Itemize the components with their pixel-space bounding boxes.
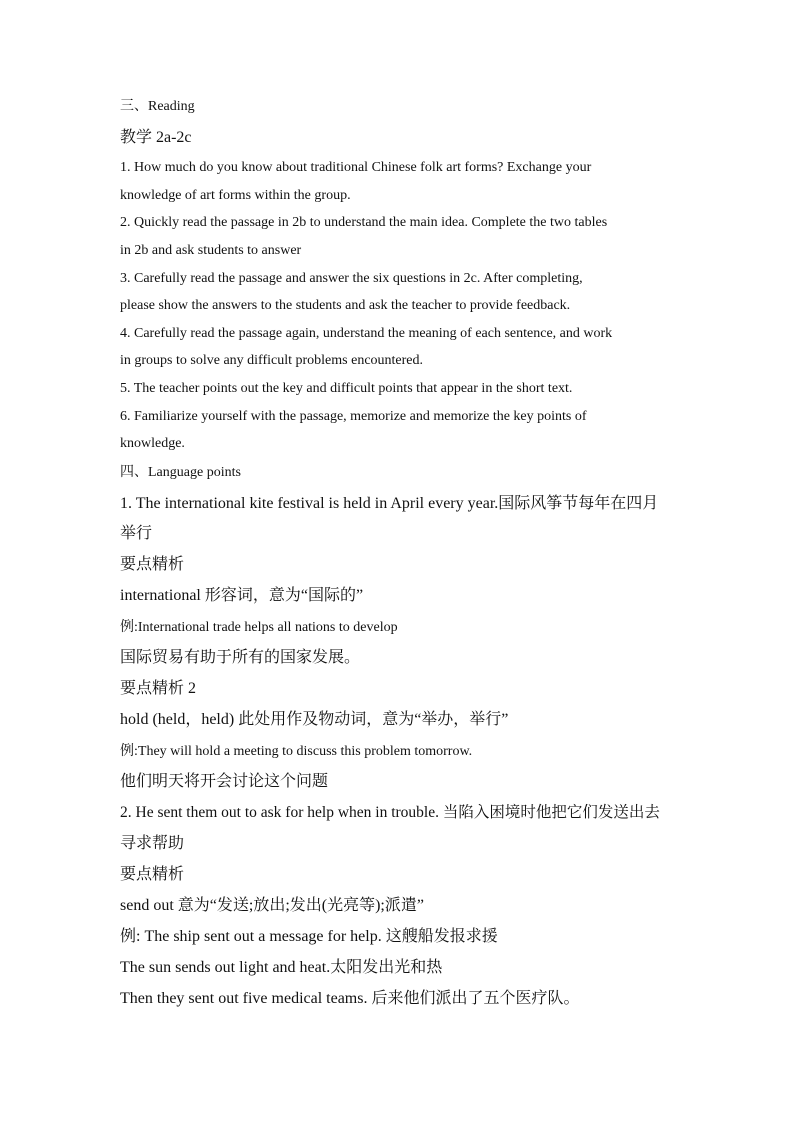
- key-points-label-3: 要点精析: [120, 866, 185, 883]
- step-3-line-1: 3. Carefully read the passage and answer the six questions in 2c. After completing,: [120, 271, 583, 286]
- send-out-example-3: Then they sent out five medical teams. 后来他们派出了五个医疗队。: [120, 990, 580, 1007]
- international-definition: international 形容词，意为“国际的”: [120, 587, 364, 604]
- teaching-label: 教学 2a-2c: [120, 129, 192, 146]
- step-5-line-1: 5. The teacher points out the key and difficult points that appear in the short text.: [120, 381, 573, 396]
- send-out-definition: send out 意为“发送;放出;发出(光亮等);派遣”: [120, 897, 424, 914]
- point-2-sentence-cont: 寻求帮助: [120, 835, 185, 852]
- hold-example-translation: 他们明天将开会讨论这个问题: [120, 773, 329, 790]
- step-1-line-2: knowledge of art forms within the group.: [120, 188, 351, 203]
- step-4-line-1: 4. Carefully read the passage again, understand the meaning of each sentence, and work: [120, 326, 613, 341]
- step-6-line-1: 6. Familiarize yourself with the passage, memorize and memorize the key points of: [120, 409, 587, 424]
- point-1-sentence-cont: 举行: [120, 525, 153, 542]
- international-example: 例:International trade helps all nations to develop: [120, 620, 398, 635]
- step-2-line-1: 2. Quickly read the passage in 2b to understand the main idea. Complete the two tables: [120, 215, 608, 230]
- point-1-sentence: 1. The international kite festival is held in April every year.国际风筝节每年在四月: [120, 495, 659, 512]
- section-heading-language-points: 四、Language points: [120, 465, 241, 480]
- international-example-translation: 国际贸易有助于所有的国家发展。: [120, 649, 361, 666]
- hold-example: 例:They will hold a meeting to discuss this problem tomorrow.: [120, 744, 473, 759]
- step-3-line-2: please show the answers to the students and ask the teacher to provide feedback.: [120, 298, 571, 313]
- step-2-line-2: in 2b and ask students to answer: [120, 243, 302, 258]
- step-1-line-1: 1. How much do you know about traditional Chinese folk art forms? Exchange your: [120, 160, 592, 175]
- section-heading-reading: 三、Reading: [120, 99, 195, 114]
- step-6-line-2: knowledge.: [120, 436, 185, 451]
- step-4-line-2: in groups to solve any difficult problems encountered.: [120, 353, 424, 368]
- key-points-label-2: 要点精析 2: [120, 680, 197, 697]
- point-2-sentence: 2. He sent them out to ask for help when in trouble. 当陷入困境时他把它们发送出去: [120, 804, 660, 821]
- hold-definition: hold (held，held) 此处用作及物动词，意为“举办，举行”: [120, 711, 509, 728]
- send-out-example-2: The sun sends out light and heat.太阳发出光和热: [120, 959, 443, 976]
- key-points-label: 要点精析: [120, 556, 185, 573]
- send-out-example-1: 例: The ship sent out a message for help. 这艘船发报求援: [120, 928, 498, 945]
